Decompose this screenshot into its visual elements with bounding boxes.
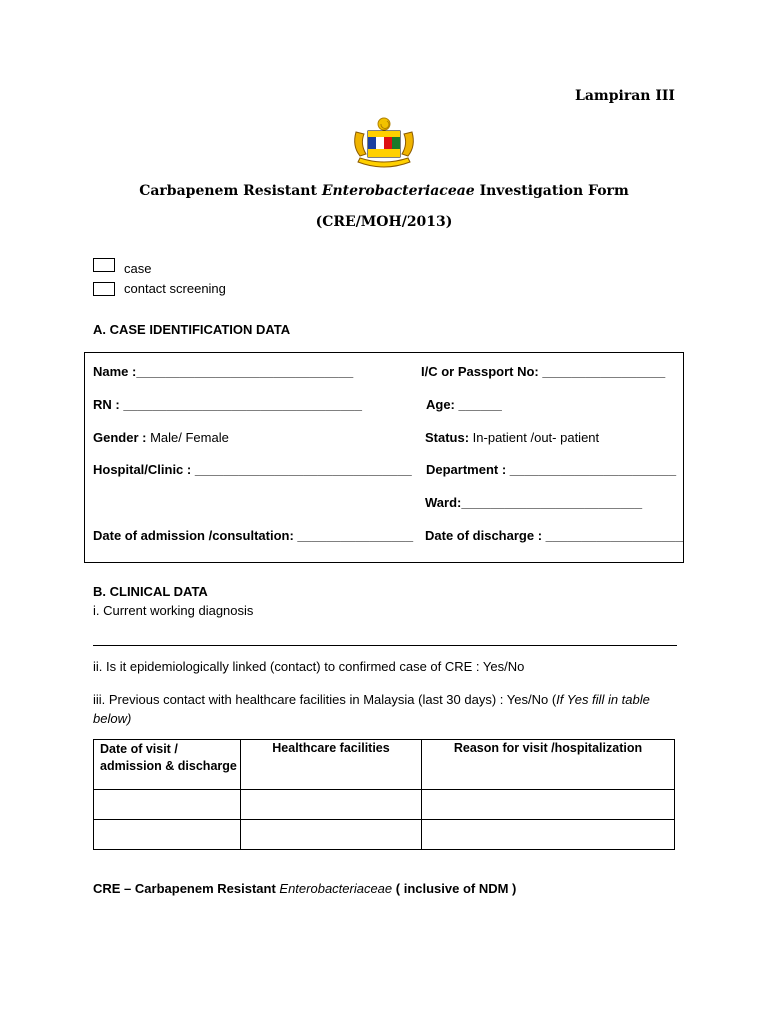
status-value: In-patient /out- patient bbox=[469, 430, 600, 445]
table-cell[interactable] bbox=[422, 820, 675, 850]
table-cell[interactable] bbox=[422, 790, 675, 820]
coat-of-arms-icon bbox=[350, 116, 418, 172]
fill-table-note-2: below) bbox=[93, 711, 132, 726]
table-cell[interactable] bbox=[241, 790, 422, 820]
footer-italic: Enterobacteriaceae bbox=[279, 881, 393, 896]
col-facilities-header: Healthcare facilities bbox=[241, 740, 422, 790]
title-prefix: Carbapenem Resistant bbox=[139, 183, 322, 199]
working-diagnosis-line[interactable] bbox=[93, 645, 677, 646]
ic-passport-field[interactable]: I/C or Passport No: _________________ bbox=[421, 364, 666, 379]
previous-contact-text: iii. Previous contact with healthcare facilities in Malaysia (last 30 days) : Yes/No ( bbox=[93, 692, 557, 707]
gender-field[interactable] bbox=[93, 430, 229, 445]
contact-screening-checkbox[interactable] bbox=[93, 282, 115, 296]
name-field[interactable]: Name :______________________________ bbox=[93, 364, 354, 379]
status-label: Status: bbox=[425, 430, 470, 445]
department-field[interactable]: Department : _______________________ bbox=[426, 462, 677, 477]
footer-note bbox=[93, 881, 516, 896]
footer-suffix: ( inclusive of NDM ) bbox=[392, 881, 517, 896]
title-suffix: Investigation Form bbox=[474, 183, 629, 199]
gender-label: Gender : bbox=[93, 430, 147, 445]
healthcare-visits-table bbox=[93, 739, 675, 850]
table-cell[interactable] bbox=[94, 790, 241, 820]
epidemiological-link-question: ii. Is it epidemiologically linked (contact) to confirmed case of CRE : Yes/No bbox=[93, 659, 525, 674]
hospital-clinic-field[interactable]: Hospital/Clinic : ______________________________ bbox=[93, 462, 412, 477]
footer-prefix: CRE – Carbapenem Resistant bbox=[93, 881, 280, 896]
table-row bbox=[94, 820, 675, 850]
admission-date-field[interactable]: Date of admission /consultation: ________________ bbox=[93, 528, 414, 543]
rn-field[interactable]: RN : _________________________________ bbox=[93, 397, 362, 412]
working-diagnosis-label: i. Current working diagnosis bbox=[93, 603, 254, 618]
fill-table-note: If Yes fill in table bbox=[556, 692, 650, 707]
section-a-heading: A. CASE IDENTIFICATION DATA bbox=[93, 322, 291, 337]
table-cell[interactable] bbox=[241, 820, 422, 850]
section-b-heading: B. CLINICAL DATA bbox=[93, 584, 208, 599]
age-field[interactable]: Age: ______ bbox=[426, 397, 502, 412]
previous-contact-question bbox=[93, 690, 673, 728]
title-italic: Enterobacteriaceae bbox=[321, 183, 475, 199]
table-header-row bbox=[94, 740, 675, 790]
case-checkbox[interactable] bbox=[93, 258, 115, 272]
col-reason-header: Reason for visit /hospitalization bbox=[422, 740, 675, 790]
contact-screening-label: contact screening bbox=[124, 281, 226, 296]
col-date-header: Date of visit / admission & discharge bbox=[94, 740, 241, 790]
form-title bbox=[0, 183, 768, 199]
discharge-date-field[interactable]: Date of discharge : ___________________ bbox=[425, 528, 684, 543]
ward-field[interactable]: Ward:_________________________ bbox=[425, 495, 643, 510]
table-cell[interactable] bbox=[94, 820, 241, 850]
table-row bbox=[94, 790, 675, 820]
status-field[interactable] bbox=[425, 430, 599, 445]
gender-value: Male/ Female bbox=[146, 430, 229, 445]
attachment-label: Lampiran III bbox=[575, 88, 675, 104]
form-code: (CRE/MOH/2013) bbox=[315, 214, 453, 230]
case-label: case bbox=[124, 261, 152, 276]
